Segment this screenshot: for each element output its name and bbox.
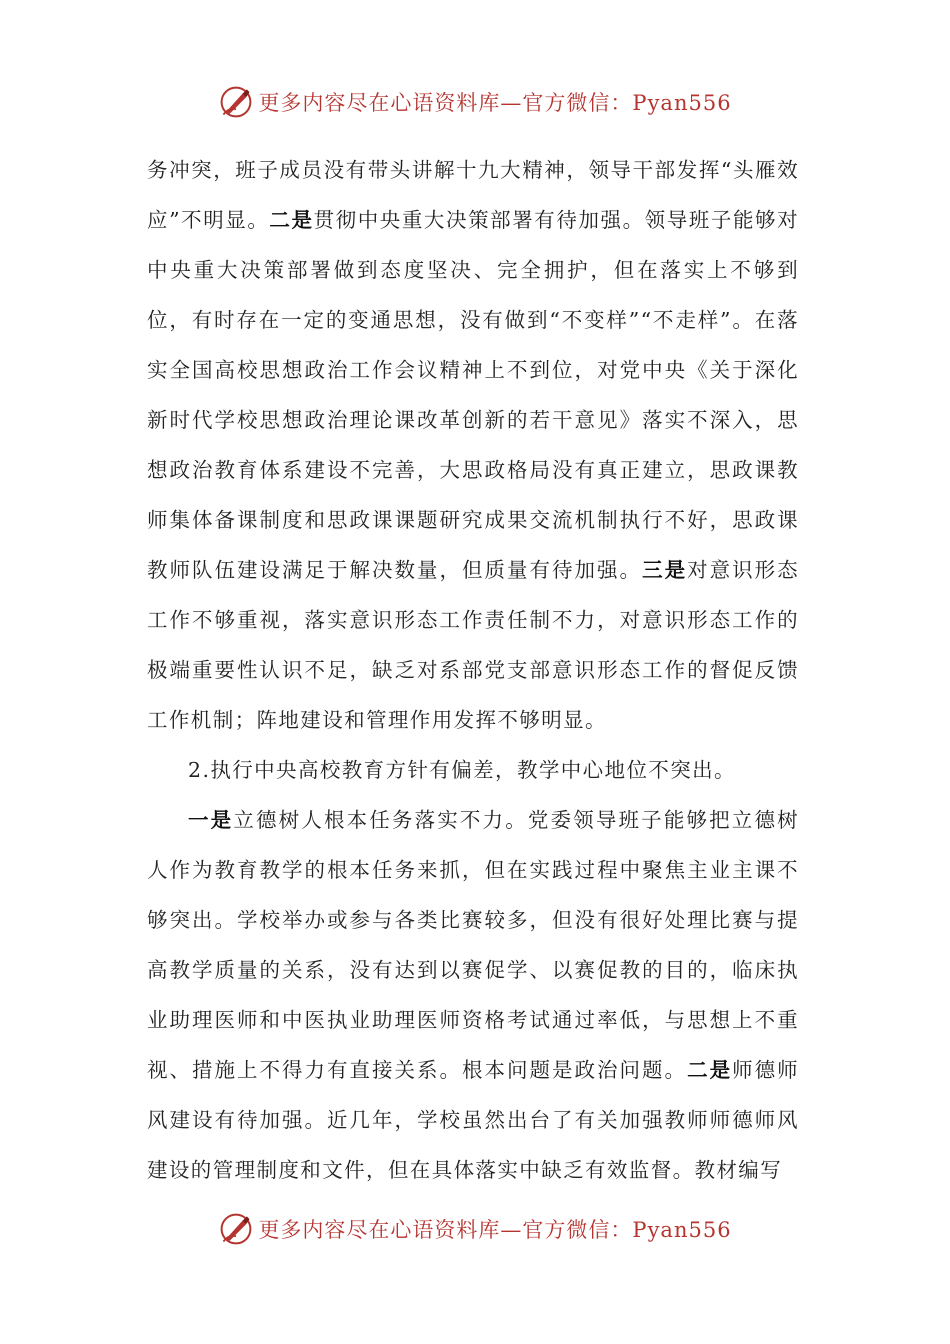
header-banner [0, 80, 950, 124]
bold-marker: 三是 [642, 558, 688, 582]
pen-logo-icon [218, 1211, 254, 1247]
paragraph: 一是立德树人根本任务落实不力。党委领导班子能够把立德树人作为教育教学的根本任务来抓，但在实践过程中聚焦主业主课不够突出。学校举办或参与各类比赛较多，但没有很好处理比赛与提高教学质量的关系，没有达到以赛促学、以赛促教的目的，临床执业助理医师和中医执业助理医师资格考试通过率低，与思想上不重视、措施上不得力有直接关系。根本问题是政治问题。二是师德师风建设有待加强。近几年，学校虽然出台了有关加强教师师德师风建设的管理制度和文件，但在具体落实中缺乏有效监督。教材编写 [147, 808, 799, 1182]
header-text: 更多内容尽在心语资料库—官方微信：Pyan556 [258, 91, 732, 115]
bold-marker: 一是 [188, 808, 234, 832]
footer-banner [0, 1207, 950, 1251]
footer-text: 更多内容尽在心语资料库—官方微信：Pyan556 [258, 1218, 732, 1242]
document-body [147, 145, 799, 1195]
bold-marker: 二是 [687, 1058, 733, 1082]
section-heading: 2.执行中央高校教育方针有偏差，教学中心地位不突出。 [188, 758, 736, 782]
bold-marker: 二是 [269, 208, 314, 232]
pen-logo-icon [218, 84, 254, 120]
paragraph: 务冲突，班子成员没有带头讲解十九大精神，领导干部发挥“头雁效应”不明显。二是贯彻中央重大决策部署有待加强。领导班子能够对中央重大决策部署做到态度坚决、完全拥护，但在落实上不够到位，有时存在一定的变通思想，没有做到“不变样”“不走样”。在落实全国高校思想政治工作会议精神上不到位，对党中央《关于深化新时代学校思想政治理论课改革创新的若干意见》落实不深入，思想政治教育体系建设不完善，大思政格局没有真正建立，思政课教师集体备课制度和思政课课题研究成果交流机制执行不好，思政课教师队伍建设满足于解决数量，但质量有待加强。三是对意识形态工作不够重视，落实意识形态工作责任制不力，对意识形态工作的极端重要性认识不足，缺乏对系部党支部意识形态工作的督促反馈工作机制；阵地建设和管理作用发挥不够明显。 [147, 158, 799, 732]
